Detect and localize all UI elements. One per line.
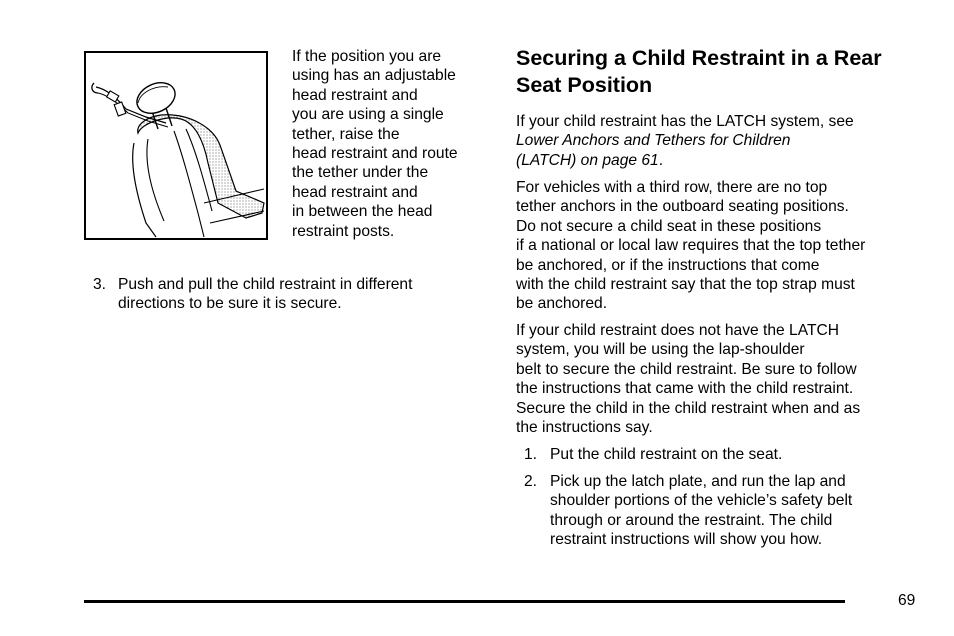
para-line: the instructions that came with the child restraint. xyxy=(516,380,854,398)
para-line: belt to secure the child restraint. Be sure to follow xyxy=(516,360,857,378)
step-number: 1. xyxy=(524,446,538,463)
para-line: with the child restraint say that the top strap must xyxy=(516,276,855,294)
para-line: If your child restraint does not have the LATCH xyxy=(516,322,840,339)
cross-reference-link-page[interactable]: (LATCH) on page 61 xyxy=(516,151,659,169)
para-line: if a national or local law requires that the top tether xyxy=(516,237,866,255)
step-number: 2. xyxy=(524,473,538,490)
caption-line: the tether under the xyxy=(292,164,429,182)
step-line: shoulder portions of the vehicle’s safety belt xyxy=(550,492,853,510)
page-number: 69 xyxy=(898,592,916,609)
para-line: For vehicles with a third row, there are no top xyxy=(516,179,828,196)
seat-tether-illustration xyxy=(84,51,268,240)
para-line: system, you will be using the lap-shoulder xyxy=(516,341,805,359)
paragraph-no-latch xyxy=(516,321,936,437)
caption-line: tether, raise the xyxy=(292,125,400,143)
caption-line: head restraint and xyxy=(292,183,418,201)
footer-rule xyxy=(84,600,845,603)
paragraph-third-row xyxy=(516,178,936,314)
step-text xyxy=(550,445,782,464)
caption-line: you are using a single xyxy=(292,106,444,124)
heading-line: Securing a Child Restraint in a Rear xyxy=(516,46,882,70)
step-text xyxy=(550,472,852,550)
illustration-caption xyxy=(292,47,492,241)
para-line: be anchored, or if the instructions that come xyxy=(516,256,820,274)
cross-reference-link[interactable]: Lower Anchors and Tethers for Children xyxy=(516,132,791,150)
paragraph-latch-reference xyxy=(516,112,936,170)
link-suffix: . xyxy=(658,151,664,169)
para-line: If your child restraint has the LATCH system, see xyxy=(516,113,854,130)
step-line: Put the child restraint on the seat. xyxy=(550,446,783,463)
caption-line: head restraint and xyxy=(292,86,418,104)
caption-line: using has an adjustable xyxy=(292,67,456,85)
section-heading xyxy=(516,45,936,99)
para-line: Secure the child in the child restraint when and as xyxy=(516,399,861,417)
caption-line: restraint posts. xyxy=(292,222,395,240)
step-line: directions to be sure it is secure. xyxy=(118,295,342,313)
step-line: through or around the restraint. The child xyxy=(550,511,833,529)
headrest-tether-drawing xyxy=(86,53,266,238)
caption-line: head restraint and route xyxy=(292,145,458,163)
caption-line: If the position you are xyxy=(292,48,442,65)
caption-line: in between the head xyxy=(292,203,433,221)
step-text xyxy=(118,275,412,314)
step-line: Push and pull the child restraint in different xyxy=(118,276,413,293)
para-line: Do not secure a child seat in these positions xyxy=(516,217,822,235)
para-line: be anchored. xyxy=(516,295,608,313)
para-line: the instructions say. xyxy=(516,419,653,437)
para-line: tether anchors in the outboard seating positions. xyxy=(516,198,849,216)
step-line: Pick up the latch plate, and run the lap and xyxy=(550,473,846,490)
step-line: restraint instructions will show you how. xyxy=(550,531,823,549)
heading-line: Seat Position xyxy=(516,73,653,97)
step-number: 3. xyxy=(93,276,107,293)
